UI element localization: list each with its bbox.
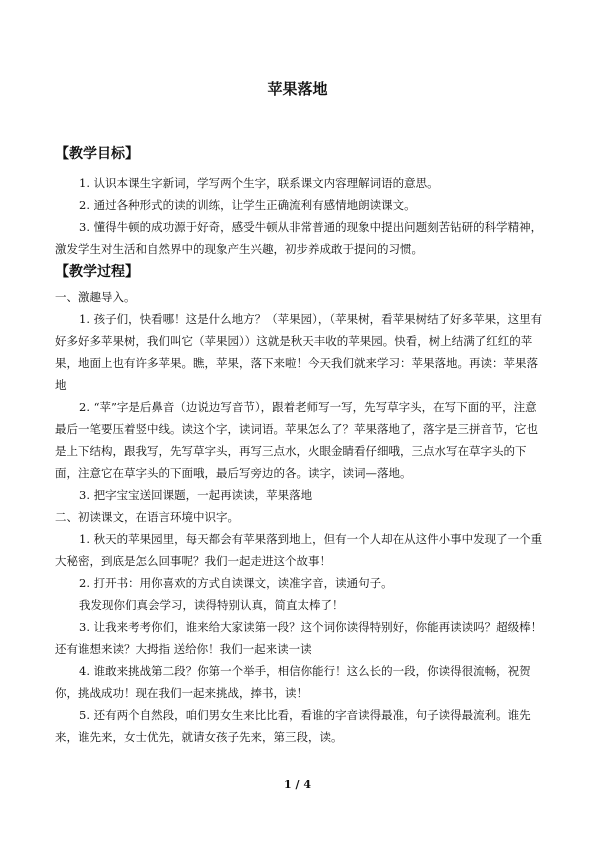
- paragraph: 1. 孩子们，快看哪！这是什么地方？（苹果园），（苹果树，看苹果树结了好多苹果，这里有好多好多苹果树，我们叫它（苹果园））这就是秋天丰收的苹果园。快看，树上结满了红红的苹果，地面上也有许多苹果。瞧，苹果，落下来啦！今天我们就来学习：苹果落地。再读：苹果落地: [55, 312, 543, 392]
- paragraph: 2. 打开书：用你喜欢的方式自读课文，读准字音，读通句子。: [79, 576, 393, 590]
- document-body: [55, 142, 545, 748]
- teaching-process-heading: 【教学过程】: [55, 264, 139, 280]
- goal-item: 3. 懂得牛顿的成功源于好奇，感受牛顿从非常普通的现象中提出问题刻苦钻研的科学精神，激发学生对生活和自然界中的现象产生兴趣，初步养成敢于提问的习惯。: [55, 220, 543, 256]
- paragraph: 4. 谁敢来挑战第二段？你第一个举手，相信你能行！这么长的一段，你读得很流畅，祝贺你，挑战成功！现在我们一起来挑战，捧书，读！: [55, 664, 531, 700]
- section-label: 二、初读课文，在语言环境中识字。: [55, 510, 239, 524]
- goal-item: 1. 认识本课生字新词，学写两个生字，联系课文内容理解词语的意思。: [79, 176, 439, 190]
- paragraph: 3. 把字宝宝送回课题，一起再读读，苹果落地: [79, 488, 313, 502]
- paragraph: 5. 还有两个自然段，咱们男女生来比比看，看谁的字音读得最准，句子读得最流利。谁先来，谁先来，女士优先，就请女孩子先来，第三段，读。: [55, 708, 531, 744]
- paragraph: 2. “苹”字是后鼻音（边说边写音节），跟着老师写一写，先写草字头，在写下面的平，注意最后一笔要压着竖中线。读这个字，读词语。苹果怎么了？苹果落地了，落字是三拼音节，它也是上下结构，跟我写，先写草字头，再写三点水，火眼金睛看仔细哦，三点水写在草字头的下面，注意它在草字头的下面哦，最后写旁边的各。读字，读词—落地。: [55, 400, 538, 480]
- page-number: 1 / 4: [284, 778, 311, 791]
- goal-item: 2. 通过各种形式的读的训练，让学生正确流利有感情地朗读课文。: [79, 198, 416, 212]
- section-label: 一、激趣导入。: [55, 290, 136, 304]
- paragraph: 1. 秋天的苹果园里，每天都会有苹果落到地上，但有一个人却在从这件小事中发现了一个重大秘密，到底是怎么回事呢？我们一起走进这个故事！: [55, 532, 543, 568]
- paragraph: 我发现你们真会学习，读得特别认真，简直太棒了！: [79, 598, 344, 612]
- paragraph: 3. 让我来考考你们，谁来给大家读第一段？这个词你读得特别好，你能再读读吗？超级棒！还有谁想来读？大拇指 送给你！我们一起来读一读: [55, 620, 543, 656]
- teaching-goals-heading: 【教学目标】: [55, 146, 139, 162]
- document-title: 苹果落地: [267, 80, 328, 98]
